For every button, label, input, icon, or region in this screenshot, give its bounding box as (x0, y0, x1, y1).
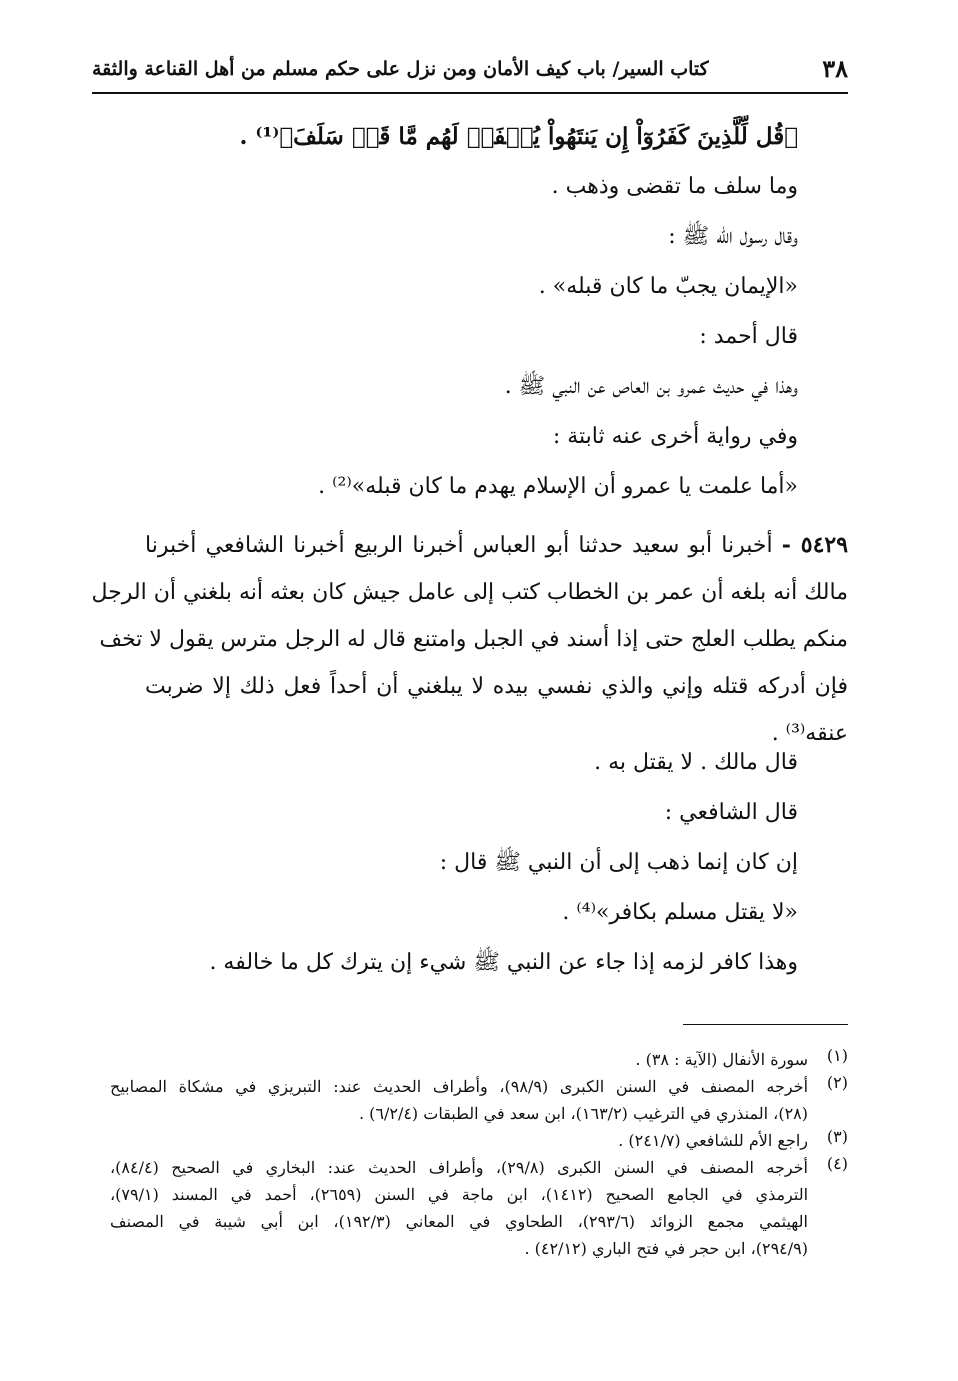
text-line: وهذا كافر لزمه إذا جاء عن النبي ﷺ شيء إن يترك كل ما خالفه . (209, 950, 798, 975)
footnote-number: (٤) (826, 1154, 848, 1173)
running-title: كتاب السير/ باب كيف الأمان ومن نزل على حكم مسلم من أهل القناعة والثقة (92, 58, 709, 80)
footnote (110, 1046, 848, 1073)
paragraph-line: عنقه⁽³⁾ . (771, 721, 848, 746)
hadith-quote-line: «أما علمت يا عمرو أن الإسلام يهدم ما كان قبله»⁽²⁾ . (318, 474, 798, 499)
footnote-number: (٣) (826, 1127, 848, 1146)
text-line: إن كان إنما ذهب إلى أن النبي ﷺ قال : (439, 850, 798, 875)
footnote-number: (٢) (826, 1073, 848, 1092)
hadith-quote-line: «لا يقتل مسلم بكافر»⁽⁴⁾ . (562, 900, 798, 925)
text-line: قال الشافعي : (664, 800, 798, 825)
footnote (110, 1154, 848, 1262)
quran-verse-line: ﴿قُل لِّلَّذِينَ كَفَرُوٓاْ إِن يَنتَهُواْ يُغۡفَرۡ لَهُم مَّا قَدۡ سَلَفَ﴾⁽¹⁾ . (239, 123, 798, 150)
footnote-line: الترمذي في الجامع الصحيح (١٤١٢)، ابن ماجة في السنن (٢٦٥٩)، أحمد في المسند (٧٩/١)، (110, 1185, 809, 1204)
paragraph-line: فإن أدركه قتله وإني والذي نفسي بيده لا يبلغني أن أحداً فعل ذلك إلا ضربت (145, 674, 848, 699)
footnote-line: (٢٨)، المنذري في الترغيب (١٦٣/٢)، ابن سعد في الطبقات (٦/٢/٤) . (358, 1104, 808, 1123)
footnotes (110, 1046, 848, 1262)
text-line: وما سلف ما تقضى وذهب . (551, 174, 798, 199)
paragraph-line (145, 522, 848, 569)
footnote-line: أخرجه المصنف في السنن الكبرى (٩٨/٩)، وأطراف الحديث عند: التبريزي في مشكاة المصابيح (110, 1077, 809, 1096)
footnote-line: (٢٩٤/٩)، ابن حجر في فتح الباري (٤٢/١٢) . (524, 1239, 808, 1258)
footnote-separator (683, 1024, 848, 1025)
page-header (92, 52, 848, 94)
body-text-bottom (98, 738, 798, 988)
text-line: قال مالك . لا يقتل به . (594, 750, 798, 775)
paragraph-line-text: أخبرنا أبو سعيد حدثنا أبو العباس أخبرنا الربيع أخبرنا الشافعي أخبرنا (145, 533, 773, 558)
paragraph-line: منكم يطلب العلج حتى إذا أسند في الجبل وامتنع قال له الرجل مترس يقول لا تخف (99, 627, 848, 652)
paragraph-line: مالك أنه بلغه أن عمر بن الخطاب كتب إلى عامل جيش كان بعثه أنه بلغني أن الرجل (91, 580, 848, 605)
footnote-line: الهيثمي مجمع الزوائد (٢٩٣/٦)، الطحاوي في المعاني (١٩٢/٣)، ابن أبي شيبة في المصنف (110, 1212, 809, 1231)
footnote-number: (١) (826, 1046, 848, 1065)
hadith-quote-line: «الإيمان يجبّ ما كان قبله» . (538, 274, 798, 299)
body-text-top (92, 112, 798, 512)
text-line: وفي رواية أخرى عنه ثابتة : (552, 424, 798, 449)
text-line: وقال رسول الله ﷺ : (668, 224, 798, 249)
hadith-number: ٥٤٢٩ - (781, 532, 849, 558)
footnote (110, 1127, 848, 1154)
text-line: وهذا في حديث عمرو بن العاص عن النبي ﷺ . (504, 374, 798, 399)
footnote-line: راجع الأم للشافعي (٢٤١/٧) . (618, 1131, 808, 1150)
footnote-line: سورة الأنفال (الآية : ٣٨) . (635, 1050, 808, 1069)
page-number: ٣٨ (822, 54, 848, 83)
hadith-paragraph (91, 522, 849, 757)
text-line: قال أحمد : (699, 324, 798, 349)
footnote (110, 1073, 848, 1127)
footnote-line: أخرجه المصنف في السنن الكبرى (٢٩/٨)، وأطراف الحديث عند: البخاري في الصحيح (٨٤/٤)، (110, 1158, 809, 1177)
